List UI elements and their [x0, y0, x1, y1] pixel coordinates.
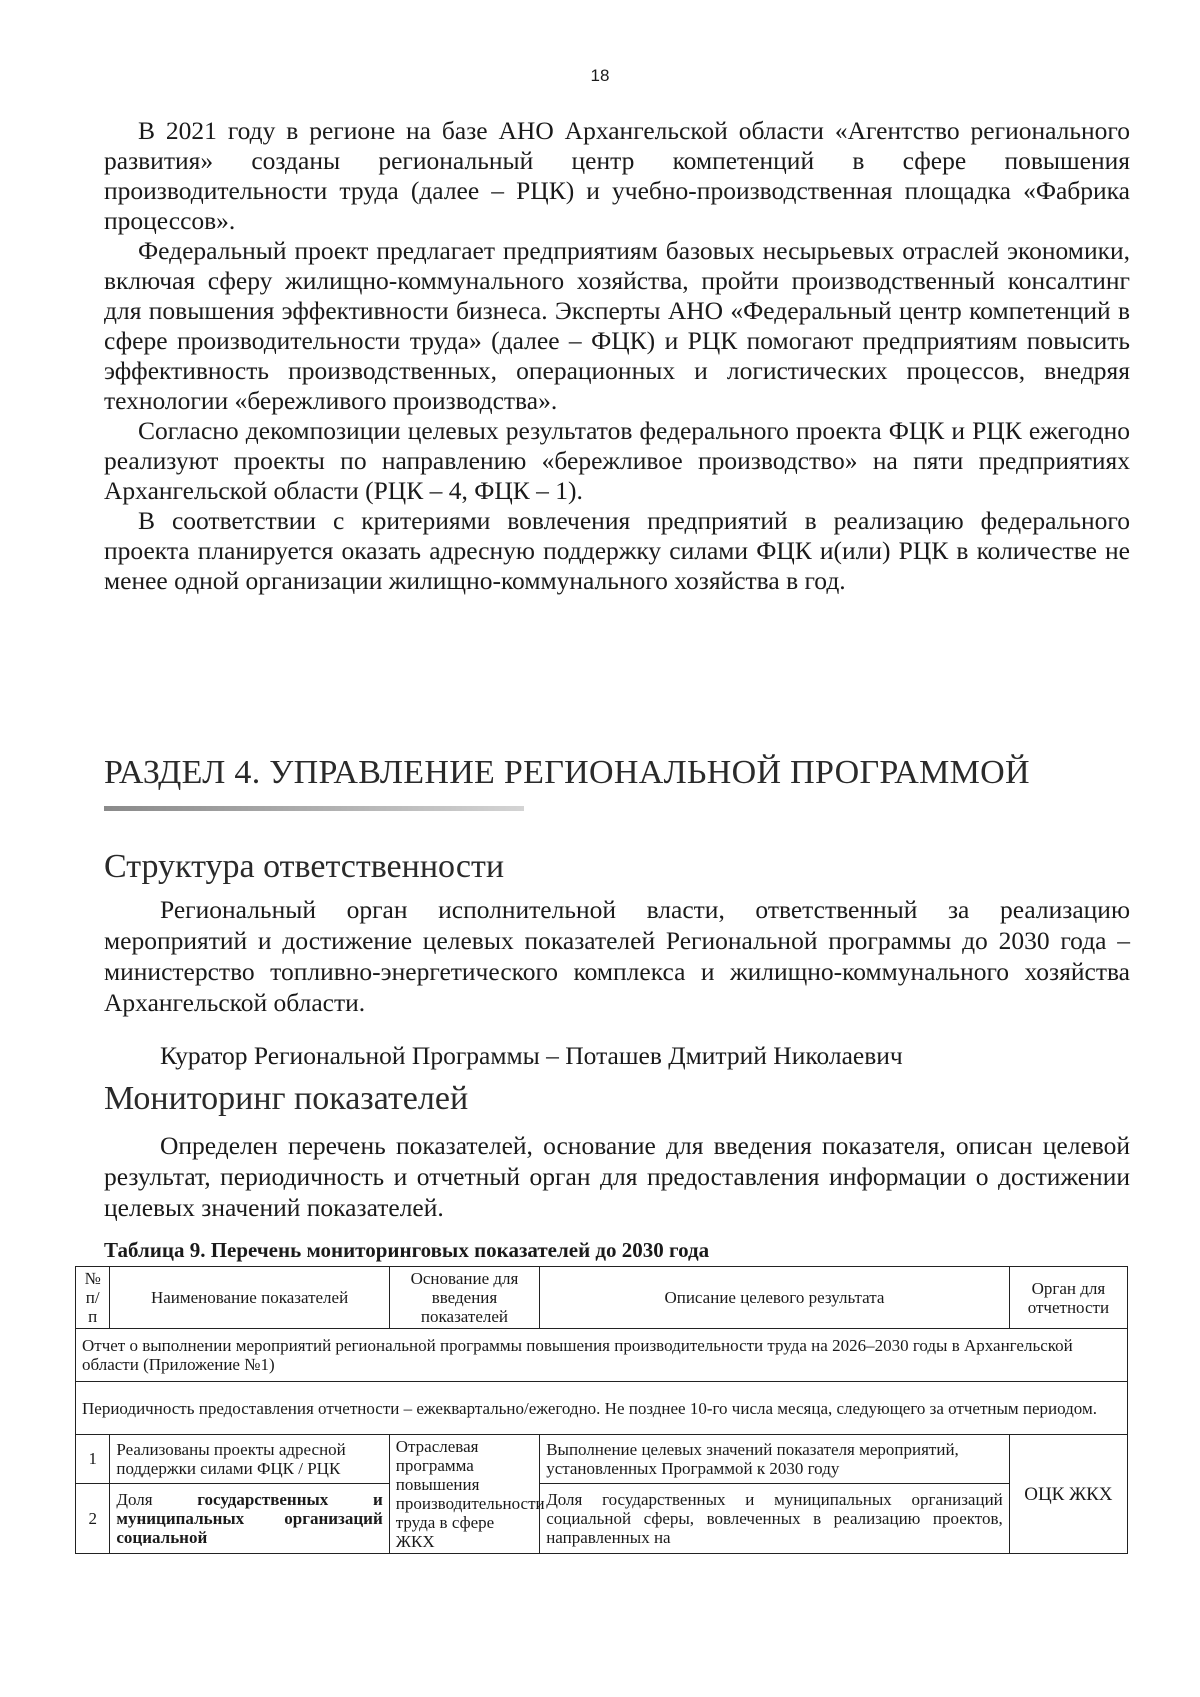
- row-name: Реализованы проекты адресной поддержки силами ФЦК / РЦК: [110, 1435, 389, 1484]
- row-desc: Доля государственных и муниципальных организаций социальной сферы, вовлеченных в реализацию проектов, направленных на: [540, 1483, 1010, 1553]
- header-name: Наименование показателей: [110, 1267, 389, 1329]
- shared-org-cell: ОЦК ЖКХ: [1009, 1435, 1127, 1554]
- paragraph: В 2021 году в регионе на базе АНО Архангельской области «Агентство регионального развития» созданы региональный центр компетенций в сфере повышения производительности труда (далее – РЦК) и учебно-производственная площадка «Фабрика процессов».: [104, 116, 1130, 235]
- row-name-bold: государственных и муниципальных организаций: [116, 1489, 383, 1528]
- monitoring-heading: Мониторинг показателей: [104, 1080, 469, 1117]
- table-span-row: [76, 1382, 1128, 1435]
- responsibility-text: Региональный орган исполнительной власти, ответственный за реализацию мероприятий и достижение целевых показателей Региональной программы до 2030 года – министерство топливно-энергетического комплекса и жилищно-коммунального хозяйства Архангельской области.: [104, 895, 1130, 1017]
- header-num: № п/п: [76, 1267, 110, 1329]
- paragraph: В соответствии с критериями вовлечения предприятий в реализацию федерального проекта планируется оказать адресную поддержку силами ФЦК и(или) РЦК в количестве не менее одной организации жилищно-коммунального хозяйства в год.: [104, 506, 1130, 595]
- row-name: [110, 1483, 389, 1553]
- table-caption: Таблица 9. Перечень мониторинговых показателей до 2030 года: [104, 1238, 710, 1262]
- monitoring-text: Определен перечень показателей, основание для введения показателя, описан целевой результат, периодичность и отчетный орган для предоставления информации о достижении целевых значений показателей.: [104, 1131, 1130, 1222]
- table-row: [76, 1435, 1128, 1484]
- report-row: Отчет о выполнении мероприятий региональной программы повышения производительности труда на 2026–2030 годы в Архангельской области (Приложение №1): [76, 1329, 1128, 1382]
- header-desc: Описание целевого результата: [540, 1267, 1010, 1329]
- row-name-tail: социальной: [116, 1527, 208, 1547]
- table-header-row: [76, 1267, 1128, 1329]
- periodicity-row: Периодичность предоставления отчетности – ежеквартально/ежегодно. Не позднее 10-го числа месяца, следующего за отчетным периодом.: [76, 1382, 1128, 1435]
- section-underline: [104, 806, 524, 811]
- row-num: 1: [76, 1435, 110, 1484]
- row-num: 2: [76, 1483, 110, 1553]
- intro-text: [104, 116, 1130, 596]
- header-org: Орган для отчетности: [1009, 1267, 1127, 1329]
- shared-base-cell: Отраслевая программа повышения производительности труда в сфере ЖКХ: [389, 1435, 539, 1554]
- section-title: РАЗДЕЛ 4. УПРАВЛЕНИЕ РЕГИОНАЛЬНОЙ ПРОГРАММОЙ: [104, 754, 1030, 791]
- curator-text: Куратор Региональной Программы – Поташев Дмитрий Николаевич: [160, 1041, 903, 1070]
- header-base: Основание для введения показателей: [389, 1267, 539, 1329]
- paragraph: Федеральный проект предлагает предприятиям базовых несырьевых отраслей экономики, включая сферу жилищно-коммунального хозяйства, пройти производственный консалтинг для повышения эффективности бизнеса. Эксперты АНО «Федеральный центр компетенций в сфере производительности труда» (далее – ФЦК) и РЦК помогают предприятиям повысить эффективность производственных, операционных и логистических процессов, внедряя технологии «бережливого производства».: [104, 236, 1130, 415]
- page-number: 18: [590, 66, 610, 85]
- row-desc: Выполнение целевых значений показателя мероприятий, установленных Программой к 2030 году: [540, 1435, 1010, 1484]
- paragraph: Согласно декомпозиции целевых результатов федерального проекта ФЦК и РЦК ежегодно реализуют проекты по направлению «бережливое производство» на пяти предприятиях Архангельской области (РЦК – 4, ФЦК – 1).: [104, 416, 1130, 505]
- responsibility-heading: Структура ответственности: [104, 848, 505, 885]
- table-row: [76, 1483, 1128, 1553]
- row-name-start: Доля: [116, 1489, 198, 1509]
- table-span-row: [76, 1329, 1128, 1382]
- monitoring-table: [75, 1266, 1128, 1554]
